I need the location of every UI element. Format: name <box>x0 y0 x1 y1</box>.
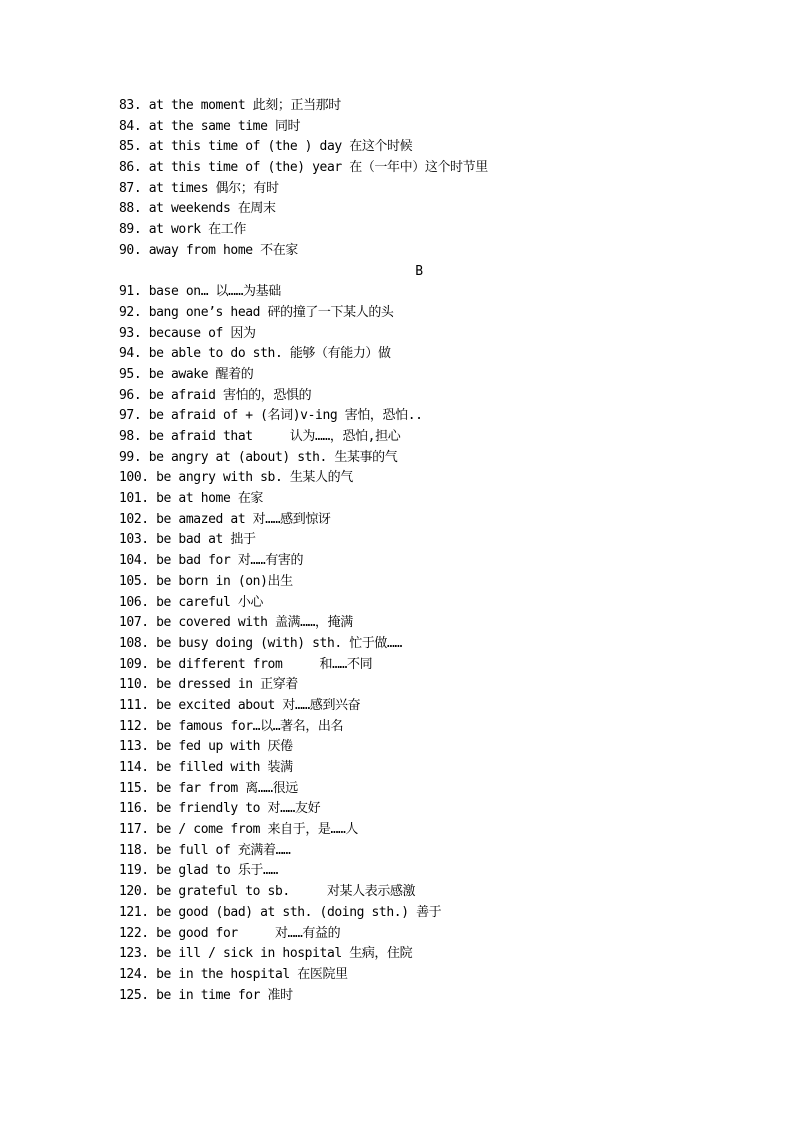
phrase-entry: 107. be covered with 盖满……，掩满 <box>119 615 353 631</box>
phrase-entry: 93. because of 因为 <box>119 325 256 341</box>
phrase-entry: 103. be bad at 拙于 <box>119 532 256 548</box>
phrase-entry: 116. be friendly to 对……友好 <box>119 801 321 817</box>
phrase-list <box>119 96 759 1006</box>
phrase-entry: 85. at this time of (the ) day 在这个时候 <box>119 139 413 155</box>
phrase-entry: 111. be excited about 对……感到兴奋 <box>119 697 361 713</box>
phrase-entry: 106. be careful 小心 <box>119 594 264 610</box>
phrase-entry: 90. away from home 不在家 <box>119 242 298 258</box>
section-heading-letter: B <box>415 263 423 279</box>
phrase-entry: 89. at work 在工作 <box>119 222 246 238</box>
phrase-entry: 99. be angry at (about) sth. 生某事的气 <box>119 449 398 465</box>
phrase-entry: 118. be full of 充满着…… <box>119 842 291 858</box>
phrase-entry: 108. be busy doing (with) sth. 忙于做…… <box>119 635 402 651</box>
phrase-entry: 91. base on… 以……为基础 <box>119 284 281 300</box>
phrase-entry: 119. be glad to 乐于…… <box>119 863 278 879</box>
phrase-entry: 83. at the moment 此刻；正当那时 <box>119 98 341 113</box>
phrase-entry: 87. at times 偶尔；有时 <box>119 180 279 196</box>
phrase-entry: 122. be good for 对……有益的 <box>119 925 341 941</box>
phrase-entry: 125. be in time for 准时 <box>119 987 293 1003</box>
phrase-entry: 112. be famous for…以…著名，出名 <box>119 718 344 734</box>
phrase-entry: 114. be filled with 装满 <box>119 760 293 775</box>
phrase-entry: 104. be bad for 对……有害的 <box>119 553 304 569</box>
phrase-entry: 121. be good (bad) at sth. (doing sth.) 善于 <box>119 904 442 920</box>
phrase-entry: 117. be / come from 来自于，是……人 <box>119 822 358 838</box>
phrase-entry: 101. be at home 在家 <box>119 491 264 507</box>
phrase-entry: 100. be angry with sb. 生某人的气 <box>119 470 353 486</box>
phrase-entry: 120. be grateful to sb. 对某人表示感激 <box>119 884 416 900</box>
phrase-entry: 86. at this time of (the) year 在（一年中）这个时节里 <box>119 160 488 176</box>
phrase-entry: 88. at weekends 在周末 <box>119 201 276 217</box>
phrase-entry: 94. be able to do sth. 能够（有能力）做 <box>119 346 391 362</box>
phrase-entry: 124. be in the hospital 在医院里 <box>119 966 348 982</box>
phrase-entry: 92. bang one’s head 砰的撞了一下某人的头 <box>119 304 394 320</box>
phrase-entry: 110. be dressed in 正穿着 <box>119 677 298 693</box>
phrase-entry: 95. be awake 醒着的 <box>119 366 254 382</box>
phrase-entry: 102. be amazed at 对……感到惊讶 <box>119 511 331 527</box>
phrase-entry: 105. be born in (on)出生 <box>119 573 293 589</box>
phrase-entry: 109. be different from 和……不同 <box>119 656 373 672</box>
phrase-entry: 123. be ill / sick in hospital 生病，住院 <box>119 946 413 962</box>
phrase-entry: 96. be afraid 害怕的，恐惧的 <box>119 387 312 403</box>
section-heading <box>119 262 759 283</box>
phrase-entry: 97. be afraid of + (名词)v-ing 害怕，恐怕.. <box>119 408 423 424</box>
phrase-entry: 113. be fed up with 厌倦 <box>119 739 293 755</box>
phrase-entry: 98. be afraid that 认为……，恐怕,担心 <box>119 429 401 444</box>
phrase-entry: 115. be far from 离……很远 <box>119 780 298 796</box>
phrase-entry: 84. at the same time 同时 <box>119 118 301 134</box>
